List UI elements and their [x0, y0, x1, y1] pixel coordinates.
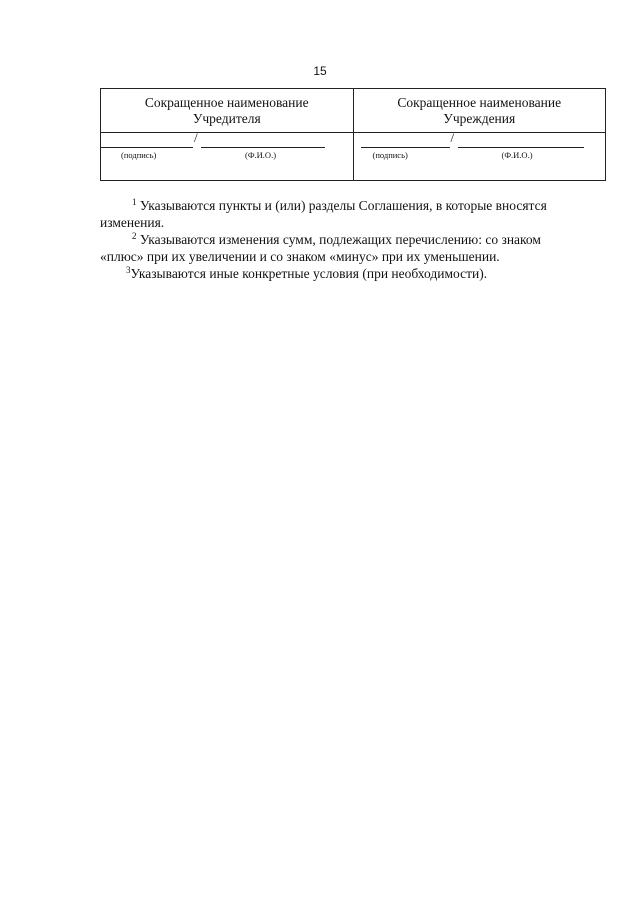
footnote-mark: 2 [132, 231, 137, 241]
name-line[interactable] [458, 147, 584, 148]
name-caption: (Ф.И.О.) [245, 150, 277, 160]
footnote-1-continuation: изменения. [100, 215, 165, 230]
signature-caption: (подпись) [121, 150, 157, 160]
name-line[interactable] [201, 147, 325, 148]
footnote-text: Указываются изменения сумм, подлежащих перечислению: со знаком [139, 232, 541, 247]
footnotes [100, 197, 608, 282]
institution-signature-cell [353, 89, 606, 180]
founder-title [101, 89, 353, 133]
footnote-text: Указываются пункты и (или) разделы Соглашения, в которые вносятся [139, 198, 547, 213]
footnote-text: Указываются иные конкретные условия (при необходимости). [130, 266, 488, 281]
institution-title-line1: Сокращенное наименование [397, 95, 562, 110]
signature-caption: (подпись) [372, 150, 408, 160]
founder-title-line1: Сокращенное наименование [144, 95, 309, 110]
page-number: 15 [313, 64, 327, 78]
founder-signature-lines [101, 130, 353, 181]
footnote-1 [100, 197, 608, 214]
name-caption: (Ф.И.О.) [501, 150, 533, 160]
slash-separator: / [194, 130, 198, 145]
signature-table [100, 88, 606, 181]
founder-signature-cell [101, 89, 353, 180]
institution-title-line2: Учреждения [443, 111, 516, 126]
founder-title-line2: Учредителя [192, 111, 261, 126]
footnote-2 [100, 231, 608, 248]
signature-line[interactable] [101, 147, 193, 148]
footnote-3 [100, 265, 608, 282]
slash-separator: / [450, 130, 455, 145]
footnote-mark: 1 [132, 197, 137, 207]
institution-title [354, 89, 606, 133]
footnote-mark: 3 [126, 265, 131, 275]
footnote-2-continuation: «плюс» при их увеличении и со знаком «минус» при их уменьшении. [100, 249, 500, 264]
signature-line[interactable] [361, 147, 450, 148]
institution-signature-lines [354, 130, 606, 181]
